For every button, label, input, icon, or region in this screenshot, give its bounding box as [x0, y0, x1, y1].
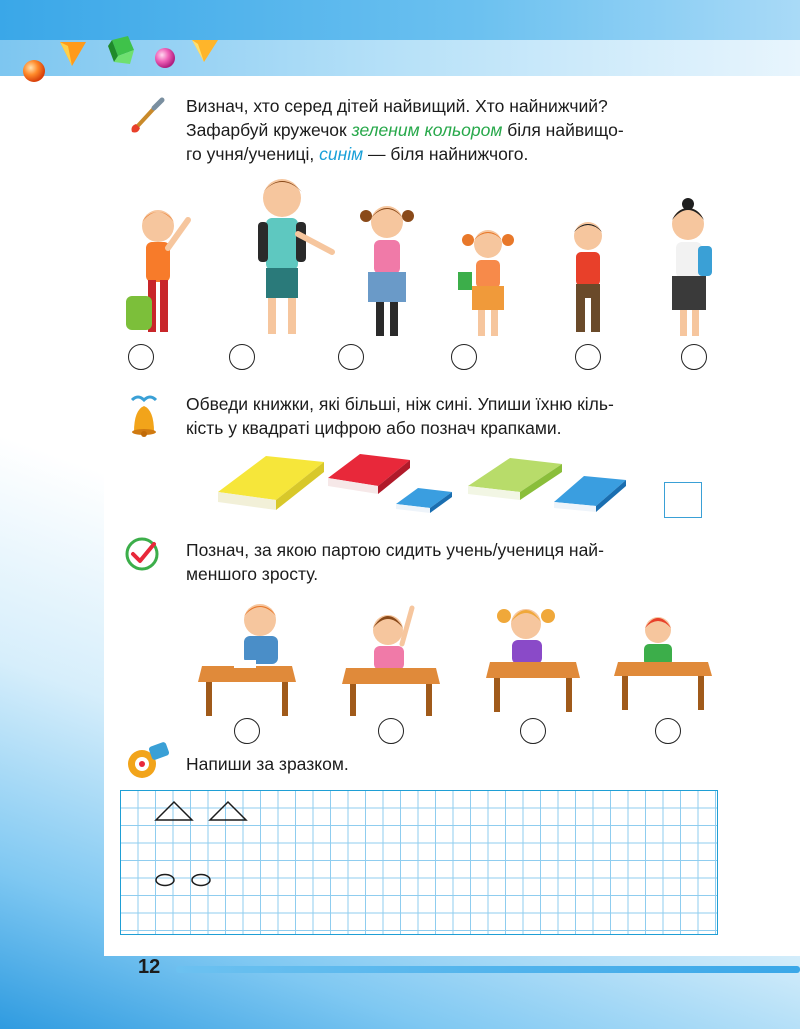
task1-text	[186, 94, 716, 166]
flower-eraser-icon	[122, 742, 170, 784]
answer-square[interactable]	[664, 482, 702, 518]
kid-4	[458, 222, 518, 347]
blue-word: синім	[319, 144, 364, 164]
book-blue[interactable]	[554, 476, 626, 512]
kid-3	[352, 196, 422, 346]
kid-6	[654, 196, 724, 346]
task2-line2: кість у квадраті цифрою або познач крапками.	[186, 418, 562, 438]
checkmark-icon	[124, 536, 160, 572]
task3-text	[186, 538, 716, 586]
task4-text	[186, 752, 716, 776]
answer-circle-kid-2[interactable]	[229, 344, 255, 370]
task1-line1: Визнач, хто серед дітей найвищий. Хто найнижчий?	[186, 96, 608, 116]
task2-text	[186, 392, 716, 440]
answer-circle-kid-3[interactable]	[338, 344, 364, 370]
triangle-sample-2	[210, 802, 246, 820]
task1-line2: Зафарбуй кружечок зеленим кольором біля найвищо-	[186, 120, 624, 140]
answer-circle-desk-3[interactable]	[520, 718, 546, 744]
book-red[interactable]	[328, 454, 410, 494]
answer-circle-desk-1[interactable]	[234, 718, 260, 744]
desk-3	[486, 598, 582, 716]
answer-circle-desk-4[interactable]	[655, 718, 681, 744]
sample-shapes	[120, 790, 320, 900]
answer-circle-kid-1[interactable]	[128, 344, 154, 370]
task3-line2: меншого зросту.	[186, 564, 319, 584]
book-blue-small[interactable]	[396, 488, 452, 513]
kid-2	[236, 170, 336, 345]
task4-line1: Напиши за зразком.	[186, 754, 349, 774]
desk-4	[614, 610, 714, 714]
book-green[interactable]	[468, 458, 562, 500]
answer-circle-kid-4[interactable]	[451, 344, 477, 370]
book-yellow[interactable]	[218, 456, 324, 510]
answer-circle-kid-6[interactable]	[681, 344, 707, 370]
task3-line1: Познач, за якою партою сидить учень/учениця най-	[186, 540, 604, 560]
task2-line1: Обведи книжки, які більші, ніж сині. Упиши їхню кіль-	[186, 394, 614, 414]
oval-sample-2	[192, 875, 210, 886]
books-row	[212, 448, 642, 518]
paintbrush-icon	[128, 96, 168, 136]
desk-1	[198, 588, 298, 718]
task1-line3: го учня/учениці, синім — біля найнижчого.	[186, 144, 529, 164]
oval-sample-1	[156, 875, 174, 886]
triangle-sample-1	[156, 802, 192, 820]
answer-circle-desk-2[interactable]	[378, 718, 404, 744]
kid-1	[118, 200, 198, 350]
top-band	[0, 0, 800, 40]
kid-5	[558, 214, 618, 346]
desk-2	[342, 604, 442, 719]
bell-icon	[122, 392, 168, 438]
page-number: 12	[138, 956, 161, 978]
footer-line	[176, 966, 800, 973]
green-word: зеленим кольором	[351, 120, 503, 140]
answer-circle-kid-5[interactable]	[575, 344, 601, 370]
